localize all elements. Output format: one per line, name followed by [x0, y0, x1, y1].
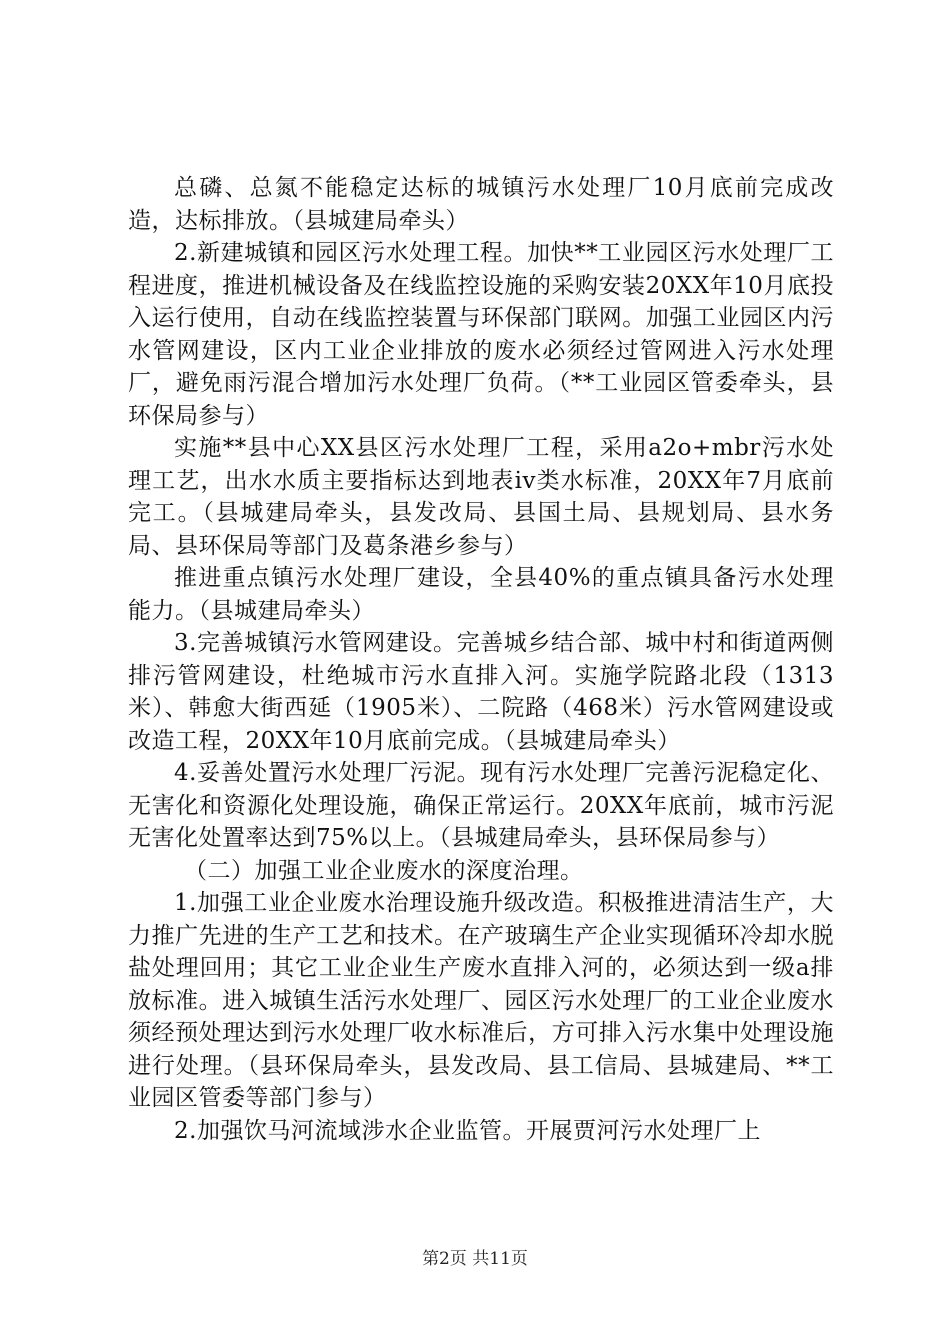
paragraph-9: 2.加强饮马河流域涉水企业监管。开展贾河污水处理厂上: [174, 1117, 761, 1144]
paragraph-3: 实施**县中心XX县区污水处理厂工程，采用a2o+mbr污水处理工艺，出水水质主要指标达到地表iv类水标准，20XX年7月底前完工。（县城建局牵头，县发改局、县国土局、县规划局、县水务局、县环保局等部门及葛条港乡参与）: [128, 435, 834, 559]
paragraph-4: 推进重点镇污水处理厂建设，全县40%的重点镇具备污水处理能力。（县城建局牵头）: [128, 565, 834, 624]
paragraph-8: 1.加强工业企业废水治理设施升级改造。积极推进清洁生产，大力推广先进的生产工艺和技术。在产玻璃生产企业实现循环冷却水脱盐处理回用；其它工业企业生产废水直排入河的，必须达到一级a排放标准。进入城镇生活污水处理厂、园区污水处理厂的工业企业废水须经预处理达到污水处理厂收水标准后，方可排入污水集中处理设施进行处理。（县环保局牵头，县发改局、县工信局、县城建局、**工业园区管委等部门参与）: [128, 890, 834, 1111]
section-heading: （二）加强工业企业废水的深度治理。: [184, 857, 584, 884]
document-body: [128, 172, 834, 1147]
paragraph-1: 总磷、总氮不能稳定达标的城镇污水处理厂10月底前完成改造，达标排放。（县城建局牵头）: [128, 175, 834, 234]
paragraph-2: 2.新建城镇和园区污水处理工程。加快**工业园区污水处理厂工程进度，推进机械设备及在线监控设施的采购安装20XX年10月底投入运行使用，自动在线监控装置与环保部门联网。加强工业园区内污水管网建设，区内工业企业排放的废水必须经过管网进入污水处理厂，避免雨污混合增加污水处理厂负荷。（**工业园区管委牵头，县环保局参与）: [128, 240, 834, 429]
paragraph-5: 3.完善城镇污水管网建设。完善城乡结合部、城中村和街道两侧排污管网建设，杜绝城市污水直排入河。实施学院路北段（1313米）、韩愈大街西延（1905米）、二院路（468米）污水管网建设或改造工程，20XX年10月底前完成。（县城建局牵头）: [128, 630, 834, 754]
page-footer: 第2页 共11页: [422, 1249, 528, 1269]
paragraph-6: 4.妥善处置污水处理厂污泥。现有污水处理厂完善污泥稳定化、无害化和资源化处理设施，确保正常运行。20XX年底前，城市污泥无害化处置率达到75%以上。（县城建局牵头，县环保局参与）: [128, 760, 834, 851]
